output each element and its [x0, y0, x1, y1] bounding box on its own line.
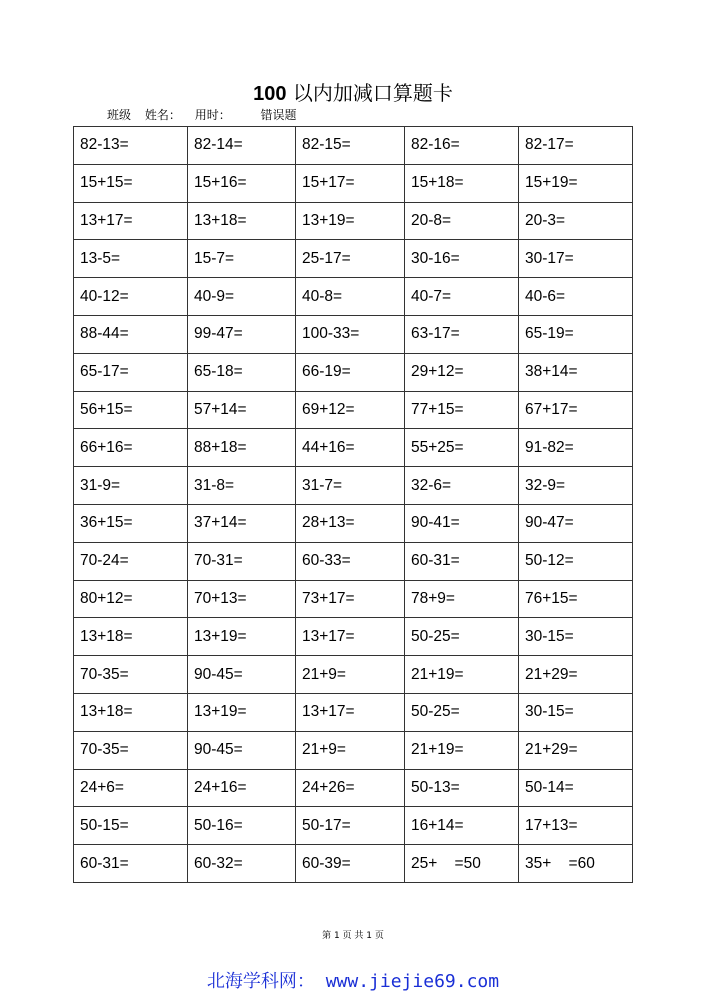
problem-cell: 82-13=	[74, 127, 188, 165]
problem-cell: 32-6=	[405, 467, 519, 505]
title-text: 以内加减口算题卡	[286, 81, 453, 105]
problem-cell: 69+12=	[296, 391, 405, 429]
problem-cell: 100-33=	[296, 315, 405, 353]
table-row	[74, 580, 633, 618]
problem-cell: 40-12=	[74, 278, 188, 316]
problem-cell: 15-7=	[188, 240, 296, 278]
table-row	[74, 618, 633, 656]
problem-cell: 13+18=	[188, 202, 296, 240]
table-row	[74, 467, 633, 505]
problem-cell: 82-14=	[188, 127, 296, 165]
problem-cell: 50-16=	[188, 807, 296, 845]
table-row	[74, 240, 633, 278]
problem-cell: 13+18=	[74, 693, 188, 731]
problem-cell: 15+19=	[519, 164, 633, 202]
problem-cell: 24+6=	[74, 769, 188, 807]
problem-cell: 66-19=	[296, 353, 405, 391]
problem-cell: 21+29=	[519, 656, 633, 694]
problem-cell: 50-14=	[519, 769, 633, 807]
problem-cell: 13-5=	[74, 240, 188, 278]
problem-cell: 88+18=	[188, 429, 296, 467]
problem-cell: 25+ =50	[405, 845, 519, 883]
table-row	[74, 429, 633, 467]
problem-cell: 56+15=	[74, 391, 188, 429]
problem-cell: 50-25=	[405, 618, 519, 656]
problem-cell: 82-16=	[405, 127, 519, 165]
problem-cell: 82-15=	[296, 127, 405, 165]
footer-site-name: 北海学科网：	[206, 971, 315, 992]
table-row	[74, 656, 633, 694]
problem-cell: 77+15=	[405, 391, 519, 429]
problem-cell: 50-25=	[405, 693, 519, 731]
problem-cell: 15+16=	[188, 164, 296, 202]
problem-cell: 90-41=	[405, 504, 519, 542]
problem-cell: 67+17=	[519, 391, 633, 429]
problem-cell: 70-31=	[188, 542, 296, 580]
table-row	[74, 391, 633, 429]
problem-cell: 31-9=	[74, 467, 188, 505]
problem-cell: 20-8=	[405, 202, 519, 240]
table-row	[74, 693, 633, 731]
table-row	[74, 504, 633, 542]
problem-cell: 13+17=	[296, 693, 405, 731]
table-row	[74, 542, 633, 580]
problem-cell: 88-44=	[74, 315, 188, 353]
table-row	[74, 769, 633, 807]
problem-cell: 24+16=	[188, 769, 296, 807]
problem-cell: 99-47=	[188, 315, 296, 353]
problem-cell: 78+9=	[405, 580, 519, 618]
problem-cell: 13+19=	[188, 618, 296, 656]
problem-cell: 13+17=	[296, 618, 405, 656]
table-row	[74, 731, 633, 769]
problem-cell: 38+14=	[519, 353, 633, 391]
problem-cell: 30-15=	[519, 693, 633, 731]
problem-cell: 30-16=	[405, 240, 519, 278]
name-label: 姓名：	[144, 108, 181, 122]
problem-cell: 90-45=	[188, 656, 296, 694]
wrong-count-label: 错误题	[260, 108, 297, 122]
problem-cell: 76+15=	[519, 580, 633, 618]
problem-cell: 40-6=	[519, 278, 633, 316]
problem-cell: 73+17=	[296, 580, 405, 618]
problem-cell: 21+19=	[405, 656, 519, 694]
problem-cell: 13+19=	[188, 693, 296, 731]
table-row	[74, 845, 633, 883]
problem-cell: 40-8=	[296, 278, 405, 316]
table-row	[74, 164, 633, 202]
problem-cell: 25-17=	[296, 240, 405, 278]
problem-cell: 90-45=	[188, 731, 296, 769]
problem-cell: 15+17=	[296, 164, 405, 202]
table-row	[74, 278, 633, 316]
table-row	[74, 807, 633, 845]
problem-cell: 63-17=	[405, 315, 519, 353]
problem-cell: 60-32=	[188, 845, 296, 883]
title-number: 100	[253, 83, 287, 105]
problem-cell: 21+9=	[296, 731, 405, 769]
table-row	[74, 315, 633, 353]
problem-cell: 70-35=	[74, 656, 188, 694]
problem-cell: 21+9=	[296, 656, 405, 694]
problem-cell: 24+26=	[296, 769, 405, 807]
table-row	[74, 353, 633, 391]
problem-cell: 40-7=	[405, 278, 519, 316]
time-label: 用时：	[194, 108, 231, 122]
problem-cell: 30-15=	[519, 618, 633, 656]
table-row	[74, 202, 633, 240]
problem-cell: 65-17=	[74, 353, 188, 391]
problem-cell: 17+13=	[519, 807, 633, 845]
problem-cell: 21+19=	[405, 731, 519, 769]
problem-cell: 31-8=	[188, 467, 296, 505]
problem-cell: 36+15=	[74, 504, 188, 542]
problem-cell: 57+14=	[188, 391, 296, 429]
problem-cell: 32-9=	[519, 467, 633, 505]
problem-cell: 44+16=	[296, 429, 405, 467]
problem-cell: 50-12=	[519, 542, 633, 580]
problem-cell: 70-24=	[74, 542, 188, 580]
problem-cell: 50-17=	[296, 807, 405, 845]
arithmetic-problem-table	[73, 126, 633, 883]
problem-cell: 15+18=	[405, 164, 519, 202]
page-title	[0, 80, 706, 107]
table-row	[74, 127, 633, 165]
problem-table-body	[74, 127, 633, 883]
problem-cell: 21+29=	[519, 731, 633, 769]
problem-cell: 15+15=	[74, 164, 188, 202]
problem-cell: 13+18=	[74, 618, 188, 656]
problem-cell: 91-82=	[519, 429, 633, 467]
problem-cell: 60-39=	[296, 845, 405, 883]
problem-cell: 70-35=	[74, 731, 188, 769]
problem-cell: 80+12=	[74, 580, 188, 618]
problem-cell: 82-17=	[519, 127, 633, 165]
problem-cell: 35+ =60	[519, 845, 633, 883]
page-number: 第 1 页 共 1 页	[322, 931, 384, 941]
problem-cell: 40-9=	[188, 278, 296, 316]
problem-cell: 29+12=	[405, 353, 519, 391]
class-label: 班级	[107, 108, 132, 122]
problem-cell: 20-3=	[519, 202, 633, 240]
problem-cell: 50-13=	[405, 769, 519, 807]
problem-cell: 37+14=	[188, 504, 296, 542]
problem-cell: 60-33=	[296, 542, 405, 580]
problem-cell: 65-18=	[188, 353, 296, 391]
problem-cell: 50-15=	[74, 807, 188, 845]
problem-cell: 30-17=	[519, 240, 633, 278]
footer-url: www.jiejie69.com	[314, 971, 500, 992]
problem-cell: 60-31=	[74, 845, 188, 883]
problem-cell: 31-7=	[296, 467, 405, 505]
problem-cell: 90-47=	[519, 504, 633, 542]
problem-cell: 70+13=	[188, 580, 296, 618]
problem-cell: 55+25=	[405, 429, 519, 467]
problem-cell: 65-19=	[519, 315, 633, 353]
problem-cell: 13+17=	[74, 202, 188, 240]
problem-cell: 13+19=	[296, 202, 405, 240]
footer-watermark	[0, 970, 706, 994]
problem-cell: 16+14=	[405, 807, 519, 845]
problem-cell: 28+13=	[296, 504, 405, 542]
problem-cell: 60-31=	[405, 542, 519, 580]
problem-cell: 66+16=	[74, 429, 188, 467]
student-info-line	[107, 107, 307, 123]
